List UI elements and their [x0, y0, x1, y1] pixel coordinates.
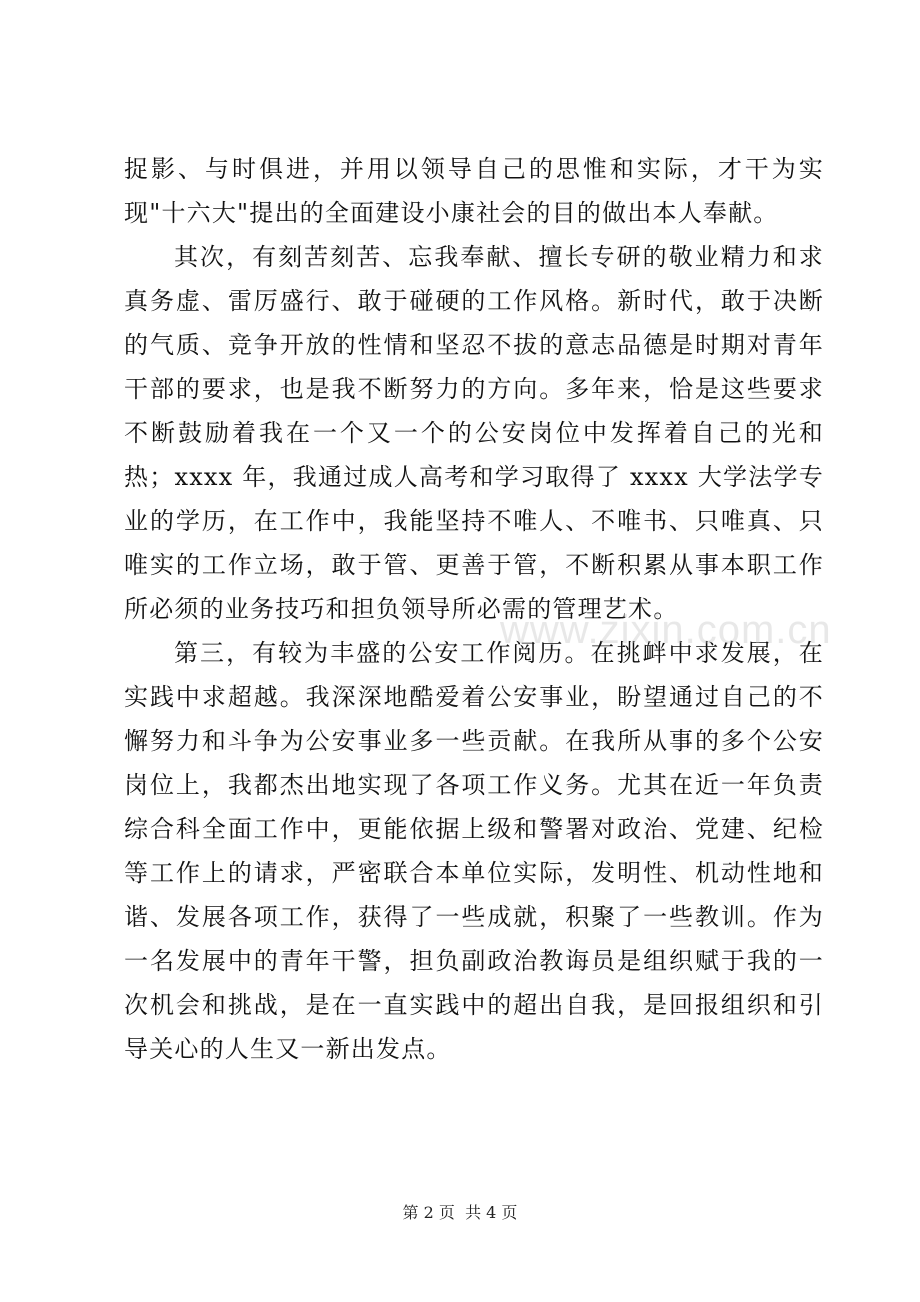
page-footer: 第 2 页 共 4 页 — [402, 1203, 518, 1222]
paragraph-2: 其次，有刻苦刻苦、忘我奉献、擅长专研的敬业精力和求真务虚、雷厉盛行、敢于碰硬的工作风格。新时代，敢于决断的气质、竞争开放的性情和坚忍不拔的意志品德是时期对青年干部的要求，也是我不断努力的方向。多年来，恰是这些要求不断鼓励着我在一个又一个的公安岗位中发挥着自己的光和热；xxxx 年，我通过成人高考和学习取得了 xxxx 大学法学专业的学历，在工作中，我能坚持不唯人、不唯书、只唯真、只唯实的工作立场，敢于管、更善于管，不断积累从事本职工作所必须的业务技巧和担负领导所必需的管理艺术。 — [124, 243, 824, 623]
paragraph-1: 捉影、与时俱进，并用以领导自己的思惟和实际，才干为实现"十六大"提出的全面建设小康社会的目的做出本人奉献。 — [124, 155, 824, 227]
document-body — [124, 147, 824, 1071]
site-watermark: www.zixin.com.cn — [500, 608, 832, 652]
paragraph-3: 第三，有较为丰盛的公安工作阅历。在挑衅中求发展，在实践中求超越。我深深地酷爱着公安事业，盼望通过自己的不懈努力和斗争为公安事业多一些贡献。在我所从事的多个公安岗位上，我都杰出地实现了各项工作义务。尤其在近一年负责综合科全面工作中，更能依据上级和警署对政治、党建、纪检等工作上的请求，严密联合本单位实际，发明性、机动性地和谐、发展各项工作，获得了一些成就，积聚了一些教训。作为一名发展中的青年干警，担负副政治教诲员是组织赋于我的一次机会和挑战，是在一直实践中的超出自我，是回报组织和引导关心的人生又一新出发点。 — [124, 639, 824, 1063]
